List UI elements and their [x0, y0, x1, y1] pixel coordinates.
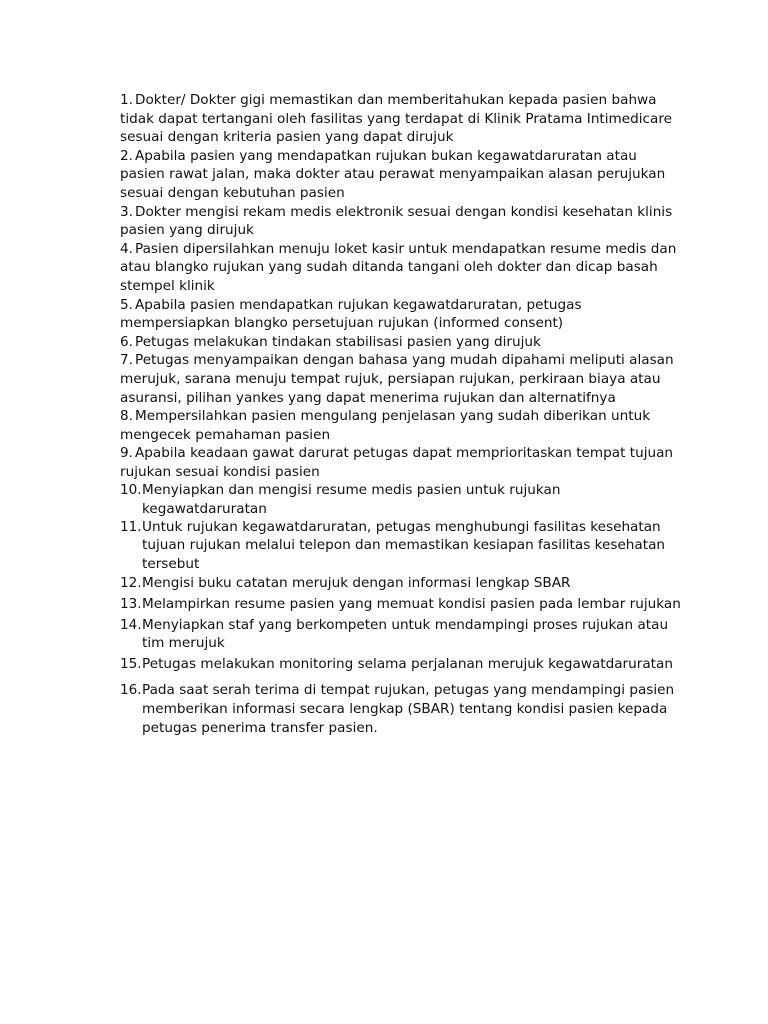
item-text: Pasien dipersilahkan menuju loket kasir untuk mendapatkan resume medis dan atau blangko rujukan yang sudah ditanda tangani oleh dokter dan dicap basah stempel klinik — [120, 240, 677, 294]
item-text: Menyiapkan dan mengisi resume medis pasien untuk rujukan kegawatdaruratan — [142, 482, 561, 518]
item-text: Mengisi buku catatan merujuk dengan informasi lengkap SBAR — [142, 575, 571, 592]
list-item — [120, 574, 682, 593]
list-item — [120, 240, 682, 296]
item-number: 14. — [120, 616, 142, 633]
item-text: Apabila pasien mendapatkan rujukan kegawatdaruratan, petugas mempersiapkan blangko persetujuan rujukan (informed consent) — [120, 296, 582, 332]
item-number: 6. — [120, 333, 133, 350]
item-number: 15. — [120, 655, 142, 672]
list-item — [120, 351, 682, 407]
item-text: Apabila pasien yang mendapatkan rujukan bukan kegawatdaruratan atau pasien rawat jalan, maka dokter atau perawat menyampaikan alasan perujukan sesuai dengan kebutuhan pasien — [120, 147, 666, 201]
item-text: Dokter/ Dokter gigi memastikan dan memberitahukan kepada pasien bahwa tidak dapat tertangani oleh fasilitas yang terdapat di Klinik Pratama Intimedicare sesuai dengan kriteria pasien yang dapat dirujuk — [120, 92, 673, 146]
list-item — [120, 296, 682, 333]
item-number: 7. — [120, 352, 133, 369]
item-number: 11. — [120, 518, 142, 535]
item-text: Dokter mengisi rekam medis elektronik sesuai dengan kondisi kesehatan klinis pasien yang dirujuk — [120, 203, 673, 239]
item-number: 9. — [120, 445, 133, 462]
list-item — [120, 595, 682, 614]
item-text: Apabila keadaan gawat darurat petugas dapat memprioritaskan tempat tujuan rujukan sesuai kondisi pasien — [120, 445, 674, 480]
item-number: 16. — [120, 682, 142, 699]
item-text: Petugas melakukan tindakan stabilisasi pasien yang dirujuk — [134, 333, 541, 350]
list-item — [120, 407, 682, 444]
item-number: 1. — [120, 92, 133, 108]
list-item — [120, 444, 682, 481]
list-item — [120, 333, 682, 352]
item-text: Mempersilahkan pasien mengulang penjelasan yang sudah diberikan untuk mengecek pemahaman pasien — [120, 408, 651, 443]
item-text: Pada saat serah terima di tempat rujukan, petugas yang mendampingi pasien memberikan informasi secara lengkap (SBAR) tentang kondisi pasien kepada petugas penerima transfer pasien. — [142, 682, 675, 736]
list-item — [120, 147, 682, 203]
list-item — [120, 518, 682, 574]
item-text: Petugas menyampaikan dengan bahasa yang mudah dipahami meliputi alasan merujuk, sarana menuju tempat rujuk, persiapan rujukan, perkiraan biaya atau asuransi, pilihan yankes yang dapat menerima rujukan dan alternatifnya — [120, 352, 674, 406]
item-number: 13. — [120, 596, 142, 613]
list-item — [120, 481, 682, 518]
list-item — [120, 203, 682, 240]
item-number: 12. — [120, 575, 142, 592]
item-number: 3. — [120, 203, 133, 220]
item-text: Petugas melakukan monitoring selama perjalanan merujuk kegawatdaruratan — [142, 655, 673, 672]
item-text: Untuk rujukan kegawatdaruratan, petugas menghubungi fasilitas kesehatan tujuan rujukan melalui telepon dan memastikan kesiapan fasilitas kesehatan tersebut — [142, 518, 666, 572]
item-number: 8. — [120, 408, 133, 425]
list-item — [120, 91, 682, 147]
item-number: 5. — [120, 296, 133, 313]
list-item — [120, 681, 682, 737]
item-number: 4. — [120, 240, 133, 257]
item-number: 2. — [120, 147, 133, 164]
list-item — [120, 655, 682, 674]
procedure-list — [120, 91, 682, 737]
item-text: Menyiapkan staf yang berkompeten untuk mendampingi proses rujukan atau tim merujuk — [142, 616, 669, 652]
item-text: Melampirkan resume pasien yang memuat kondisi pasien pada lembar rujukan — [142, 596, 681, 613]
list-item — [120, 616, 682, 653]
item-number: 10. — [120, 482, 142, 499]
